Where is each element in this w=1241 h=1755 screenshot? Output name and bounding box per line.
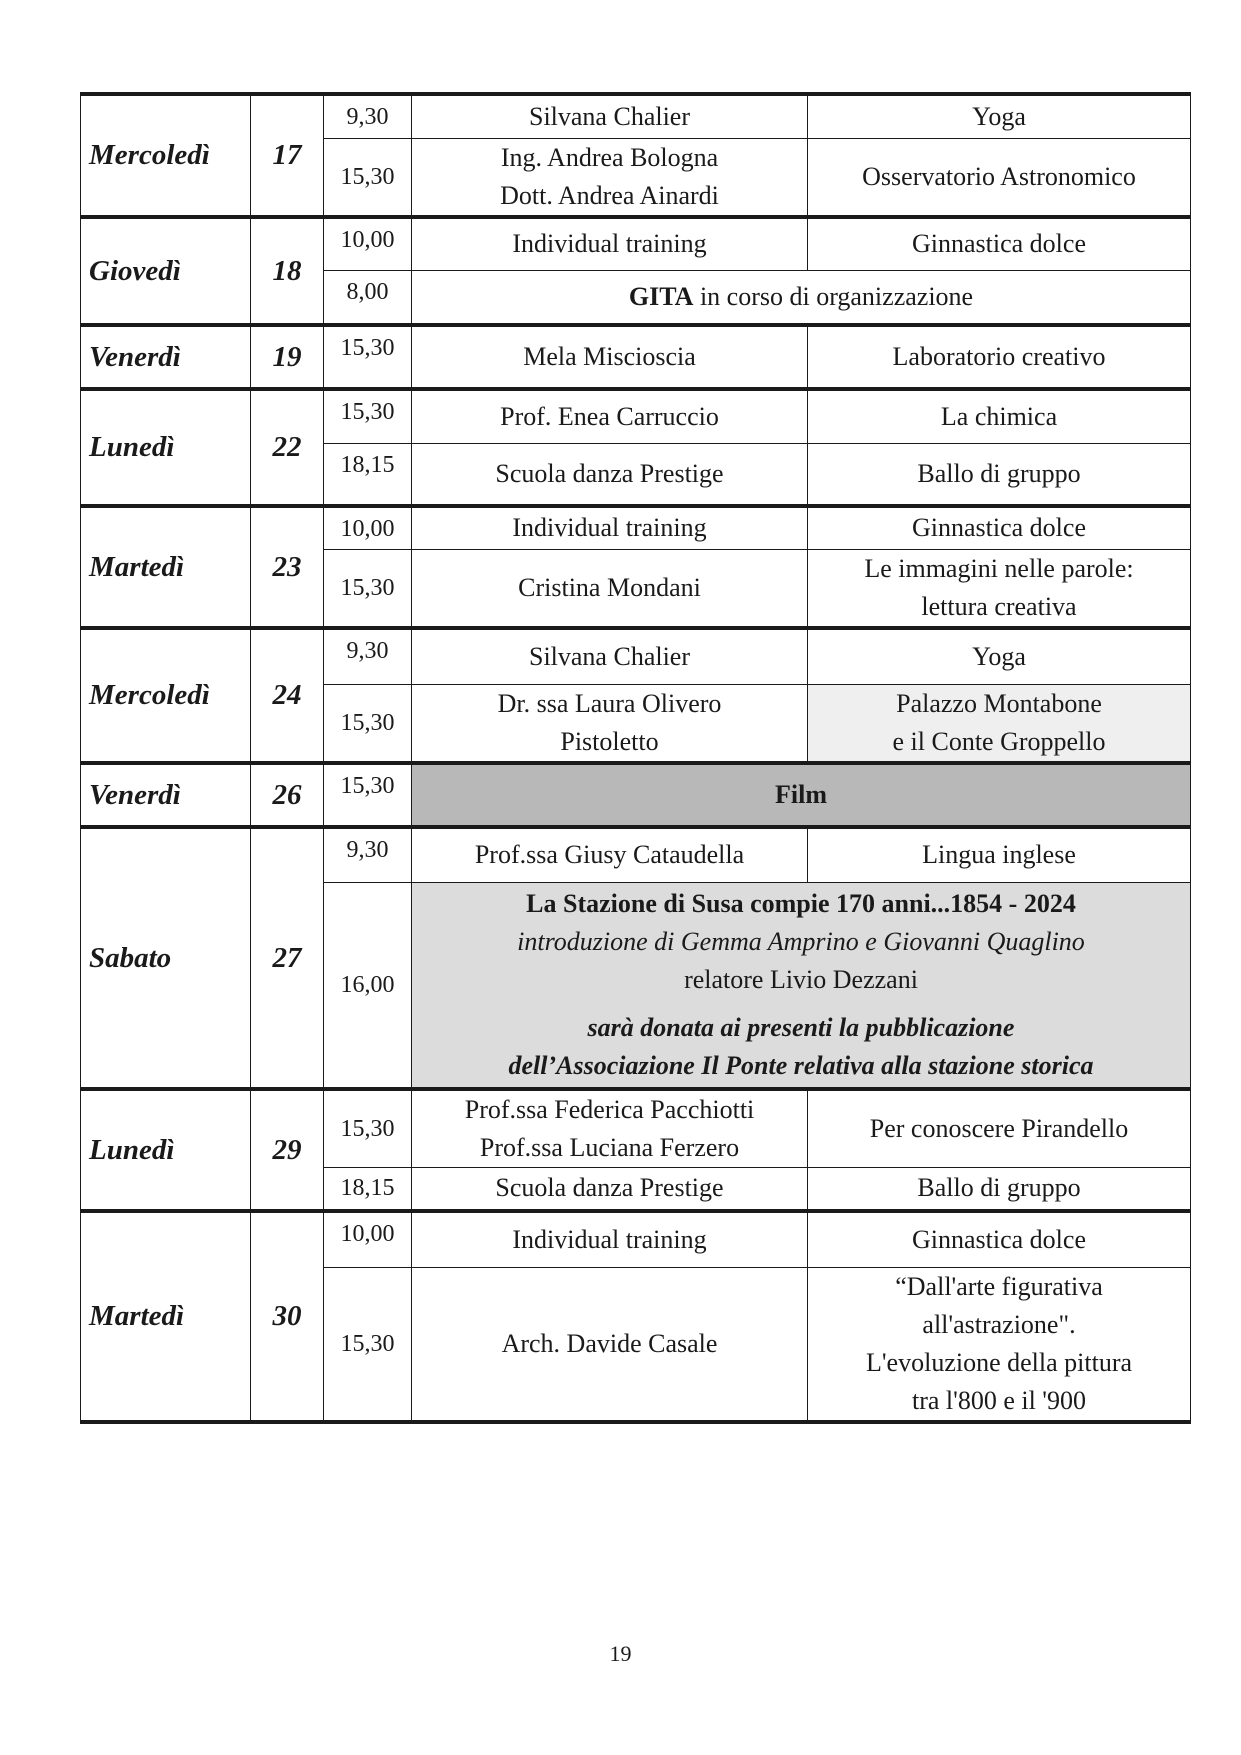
presenter-cell: Individual training (412, 1211, 808, 1267)
activity-cell: Ballo di gruppo (808, 1167, 1191, 1211)
table-bottom-border (81, 1422, 1191, 1424)
schedule-row (81, 506, 1191, 550)
day-name: Mercoledì (81, 94, 251, 217)
activity-cell: Laboratorio creativo (808, 325, 1191, 389)
time-cell: 15,30 (324, 389, 412, 444)
presenter-cell: Cristina Mondani (412, 550, 808, 629)
time-cell: 15,30 (324, 1089, 412, 1168)
day-number: 30 (251, 1211, 324, 1422)
time-cell: 15,30 (324, 138, 412, 217)
activity-line: Palazzo Montabone (896, 688, 1102, 718)
presenter-line: Prof.ssa Luciana Ferzero (479, 1132, 740, 1162)
time-cell: 18,15 (324, 444, 412, 506)
activity-line: Le immagini nelle parole: (864, 554, 1134, 583)
event-title: La Stazione di Susa compie 170 anni...1854 - 2024 (526, 888, 1076, 918)
time-cell: 10,00 (324, 1211, 412, 1267)
day-number: 22 (251, 389, 324, 506)
day-number: 27 (251, 827, 324, 1089)
time-cell: 15,30 (324, 763, 412, 827)
activity-cell: La chimica (808, 389, 1191, 444)
schedule-row (81, 827, 1191, 883)
presenter-cell: Scuola danza Prestige (412, 1167, 808, 1211)
activity-line: “Dall'arte figurativa (895, 1271, 1103, 1301)
presenter-line: Pistoletto (560, 726, 659, 756)
day-number: 29 (251, 1089, 324, 1212)
presenter-cell (412, 1089, 808, 1168)
time-cell: 9,30 (324, 628, 412, 684)
activity-cell: Ginnastica dolce (808, 506, 1191, 550)
activity-cell: Osservatorio Astronomico (808, 138, 1191, 217)
presenter-cell (412, 684, 808, 763)
activity-cell: Ginnastica dolce (808, 1211, 1191, 1267)
day-number: 23 (251, 506, 324, 629)
day-name: Lunedì (81, 1089, 251, 1212)
activity-cell: Ginnastica dolce (808, 217, 1191, 271)
schedule-row (81, 217, 1191, 271)
day-number: 19 (251, 325, 324, 389)
event-cell (412, 883, 1191, 1089)
event-gift-line: sarà donata ai presenti la pubblicazione (587, 1012, 1015, 1042)
schedule-row (81, 389, 1191, 444)
presenter-cell: Individual training (412, 217, 808, 271)
time-cell: 15,30 (324, 325, 412, 389)
day-number: 18 (251, 217, 324, 325)
activity-line: all'astrazione". (922, 1309, 1076, 1339)
activity-cell (808, 1267, 1191, 1422)
time-cell: 15,30 (324, 1267, 412, 1422)
presenter-line: Ing. Andrea Bologna (500, 142, 719, 172)
activity-cell (808, 684, 1191, 763)
presenter-line: Dott. Andrea Ainardi (500, 180, 719, 210)
activity-cell: Ballo di gruppo (808, 444, 1191, 506)
time-cell: 9,30 (324, 94, 412, 138)
trip-label: GITA (628, 281, 694, 311)
activity-cell (808, 550, 1191, 629)
schedule-row (81, 325, 1191, 389)
day-number: 17 (251, 94, 324, 217)
event-gift-line: dell’Associazione Il Ponte relativa alla stazione storica (508, 1050, 1094, 1080)
day-name: Mercoledì (81, 628, 251, 763)
activity-line: e il Conte Groppello (892, 726, 1106, 756)
activity-line: L'evoluzione della pittura (865, 1347, 1133, 1377)
time-cell: 15,30 (324, 684, 412, 763)
presenter-cell: Scuola danza Prestige (412, 444, 808, 506)
activity-cell: Yoga (808, 628, 1191, 684)
day-name: Venerdì (81, 325, 251, 389)
trip-cell (412, 271, 1191, 325)
time-cell: 18,15 (324, 1167, 412, 1211)
presenter-line: Prof.ssa Federica Pacchiotti (464, 1094, 755, 1124)
activity-line: tra l'800 e il '900 (911, 1385, 1086, 1415)
film-cell: Film (412, 763, 1191, 827)
time-cell: 15,30 (324, 550, 412, 629)
schedule-row (81, 94, 1191, 138)
time-cell: 10,00 (324, 217, 412, 271)
day-name: Martedì (81, 506, 251, 629)
time-cell: 9,30 (324, 827, 412, 883)
activity-cell: Per conoscere Pirandello (808, 1089, 1191, 1168)
page-number: 19 (609, 1641, 632, 1666)
schedule-row (81, 628, 1191, 684)
schedule-row (81, 1211, 1191, 1267)
presenter-cell: Arch. Davide Casale (412, 1267, 808, 1422)
presenter-cell (412, 138, 808, 217)
presenter-cell: Silvana Chalier (412, 628, 808, 684)
day-name: Lunedì (81, 389, 251, 506)
activity-cell: Yoga (808, 94, 1191, 138)
presenter-cell: Prof. Enea Carruccio (412, 389, 808, 444)
activity-cell: Lingua inglese (808, 827, 1191, 883)
presenter-cell: Mela Miscioscia (412, 325, 808, 389)
event-intro: introduzione di Gemma Amprino e Giovanni Quaglino (517, 926, 1085, 956)
presenter-line: Dr. ssa Laura Olivero (497, 688, 722, 718)
day-name: Sabato (81, 827, 251, 1089)
activity-line: lettura creativa (921, 592, 1077, 621)
time-cell: 10,00 (324, 506, 412, 550)
schedule-table (80, 92, 1191, 1424)
schedule-row (81, 1089, 1191, 1168)
trip-note: in corso di organizzazione (693, 281, 974, 311)
day-name: Venerdì (81, 763, 251, 827)
schedule-row (81, 763, 1191, 827)
presenter-cell: Silvana Chalier (412, 94, 808, 138)
day-number: 26 (251, 763, 324, 827)
time-cell: 16,00 (324, 883, 412, 1089)
day-name: Giovedì (81, 217, 251, 325)
presenter-cell: Prof.ssa Giusy Cataudella (412, 827, 808, 883)
event-speaker: relatore Livio Dezzani (684, 964, 918, 994)
time-cell: 8,00 (324, 271, 412, 325)
presenter-cell: Individual training (412, 506, 808, 550)
day-name: Martedì (81, 1211, 251, 1422)
day-number: 24 (251, 628, 324, 763)
